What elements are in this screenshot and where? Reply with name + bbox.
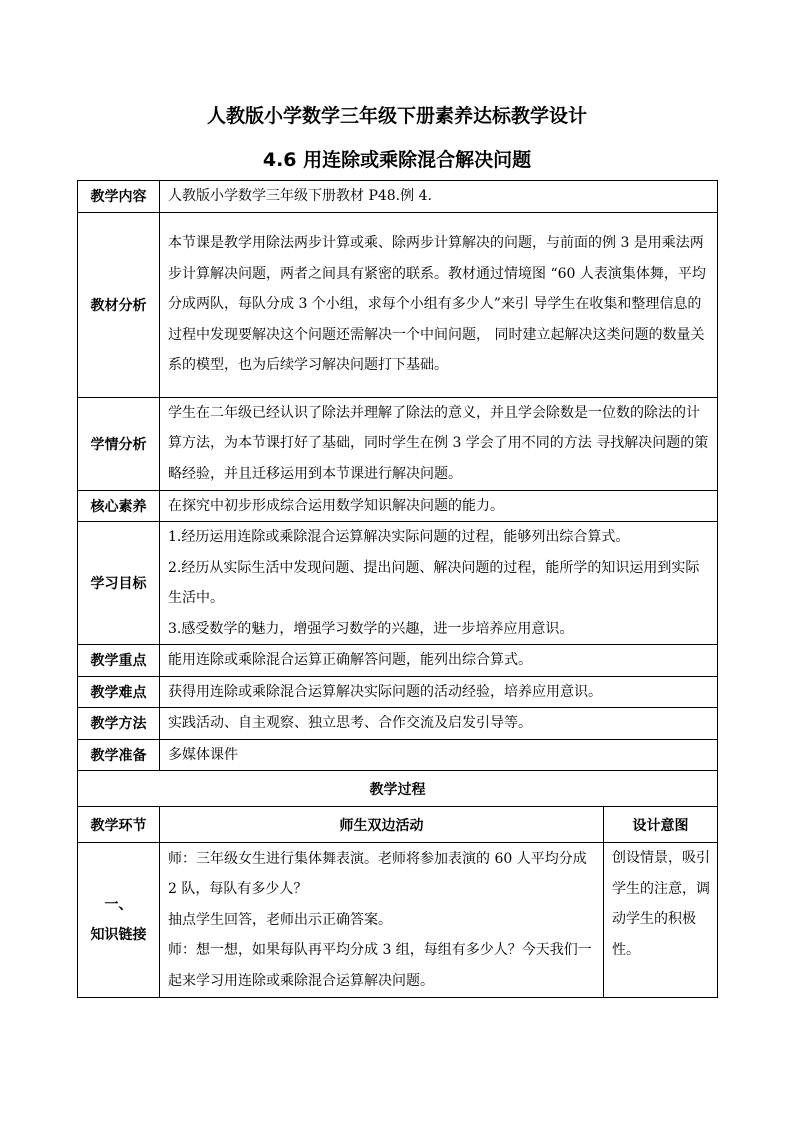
col-activity-header: 师生双边活动 — [160, 807, 604, 843]
lesson-plan-table — [77, 180, 718, 998]
goal-item: 1.经历运用连除或乘除混合运算解决实际问题的过程，能够列出综合算式。 — [168, 529, 630, 545]
row-process-heading — [78, 771, 718, 807]
value-literacy: 在探究中初步形成综合运用数学知识解决问题的能力。 — [160, 490, 718, 522]
goal-item: 2.经历从实际生活中发现问题、提出问题、解决问题的过程，能所学的知识运用到实际生活中。 — [168, 559, 700, 606]
lesson-title: 4.6 用连除或乘除混合解决问题 — [262, 149, 532, 171]
row-literacy — [78, 490, 718, 522]
row-process-columns — [78, 807, 718, 843]
row-stage-1 — [78, 843, 718, 998]
label-key-point: 教学重点 — [78, 645, 160, 677]
col-intent-header: 设计意图 — [604, 807, 718, 843]
row-material — [78, 212, 718, 397]
document-title: 人教版小学数学三年级下册素养达标教学设计 — [206, 105, 587, 127]
value-method: 实践活动、自主观察、独立思考、合作交流及启发引导等。 — [160, 708, 718, 740]
row-goals — [78, 522, 718, 645]
value-key-point: 能用连除或乘除混合运算正确解答问题，能列出综合算式。 — [160, 645, 718, 677]
row-preparation — [78, 739, 718, 771]
activity-paragraph: 抽点学生回答，老师出示正确答案。 — [168, 911, 392, 928]
value-content: 人教版小学数学三年级下册教材 P48.例 4. — [160, 181, 718, 213]
process-heading: 教学过程 — [78, 771, 718, 807]
stage-1-activity — [160, 843, 604, 998]
label-material: 教材分析 — [78, 212, 160, 397]
stage-1-label — [78, 843, 160, 998]
value-goals — [160, 522, 718, 645]
value-students: 学生在二年级已经认识了除法并理解了除法的意义，并且学会除数是一位数的除法的计算方法，为本节课打好了基础，同时学生在例 3 学会了用不同的方法 寻找解决问题的策略经验，并且迁移运用到本节课进行解决问题。 — [160, 397, 718, 490]
value-difficulty: 获得用连除或乘除混合运算解决实际问题的活动经验，培养应用意识。 — [160, 676, 718, 708]
label-preparation: 教学准备 — [78, 739, 160, 771]
label-students: 学情分析 — [78, 397, 160, 490]
label-literacy: 核心素养 — [78, 490, 160, 522]
stage-1-name: 知识链接 — [90, 927, 147, 943]
label-method: 教学方法 — [78, 708, 160, 740]
label-goals: 学习目标 — [78, 522, 160, 645]
activity-paragraph: 师：三年级女生进行集体舞表演。老师将参加表演的 60 人平均分成 2 队，每队有多少人？ — [168, 850, 587, 898]
col-stage-header: 教学环节 — [78, 807, 160, 843]
row-method — [78, 708, 718, 740]
stage-1-intent: 创设情景，吸引学生的注意，调动学生的积极性。 — [604, 843, 718, 998]
row-students — [78, 397, 718, 490]
activity-paragraph: 师：想一想，如果每队再平均分成 3 组，每组有多少人？今天我们一起来学习用连除或乘除混合运算解决问题。 — [168, 942, 592, 989]
value-preparation: 多媒体课件 — [160, 739, 718, 771]
stage-1-number: 一、 — [104, 897, 133, 913]
label-content: 教学内容 — [78, 181, 160, 213]
label-difficulty: 教学难点 — [78, 676, 160, 708]
row-key-point — [78, 645, 718, 677]
row-content — [78, 181, 718, 213]
goal-item: 3.感受数学的魅力，增强学习数学的兴趣，进一步培养应用意识。 — [168, 620, 574, 637]
value-material: 本节课是教学用除法两步计算或乘、除两步计算解决的问题，与前面的例 3 是用乘法两步计算解决问题，两者之间具有紧密的联系。教材通过情境图 “60 人表演集体舞，平均分成两队，每队分成 3 个小组，求每个小组有多少人”来引 导学生在收集和整理信息的过程中发现要解决这个问题还需解决一个中间问题， 同时建立起解决这类问题的数量关系的模型，也为后续学习解决问题打下基础。 — [160, 212, 718, 397]
row-difficulty — [78, 676, 718, 708]
